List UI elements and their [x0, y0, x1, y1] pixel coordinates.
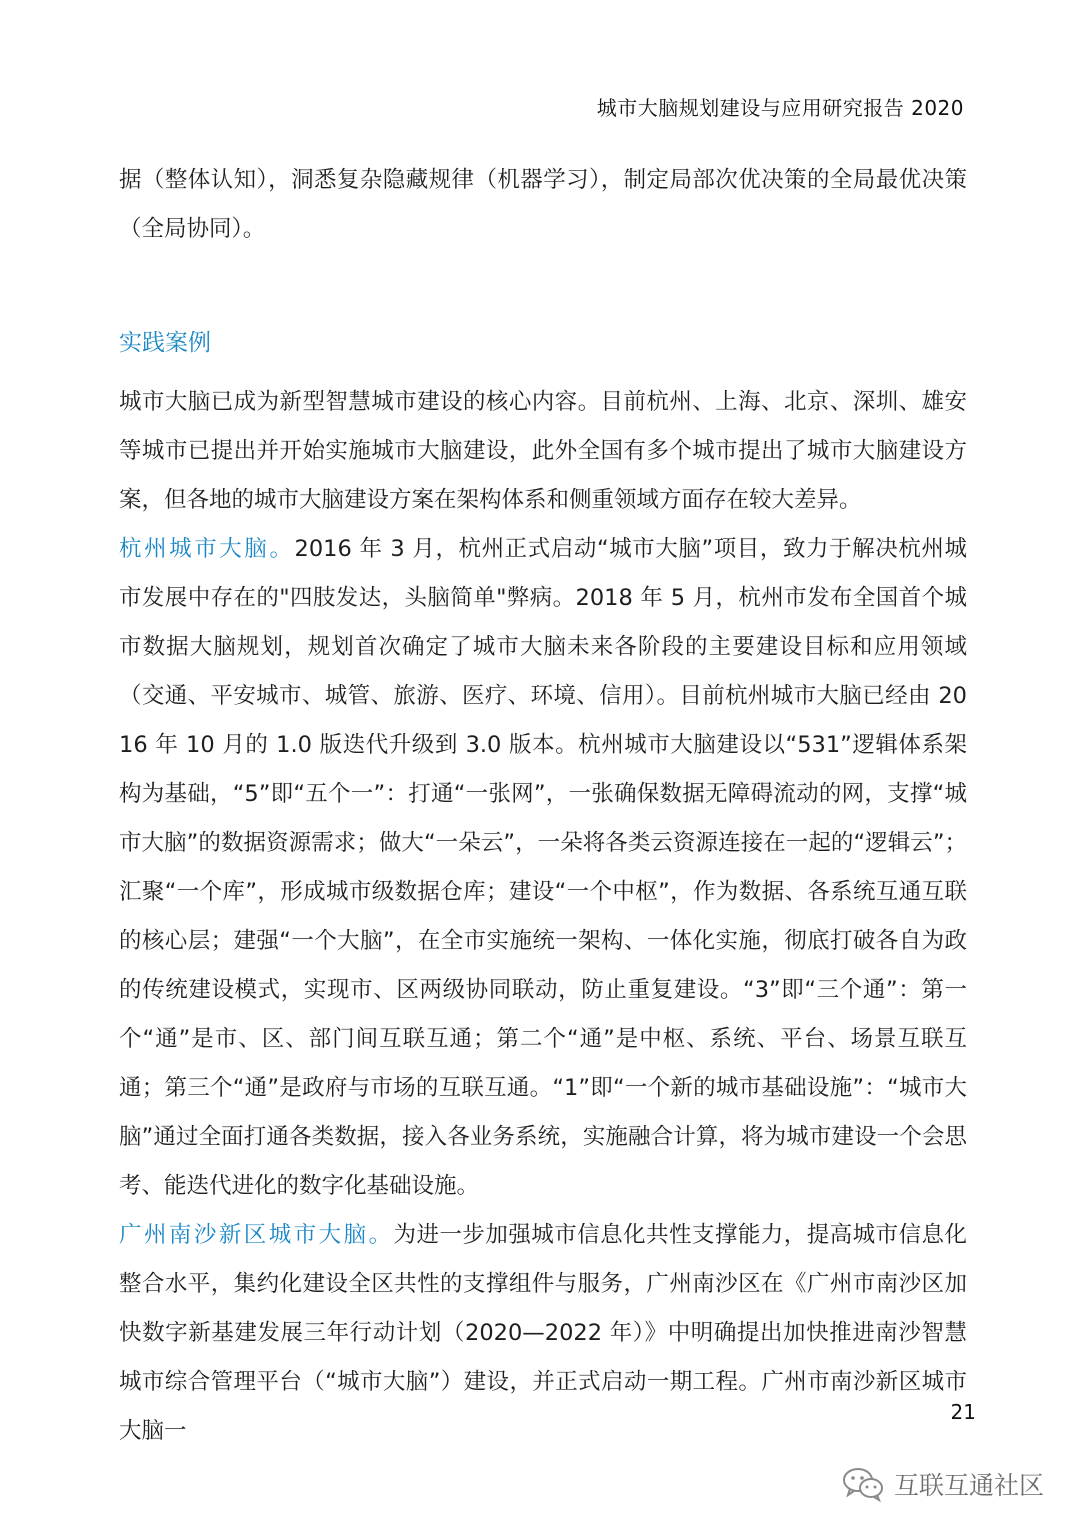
- page-number: 21: [950, 1400, 976, 1424]
- overview-paragraph: 城市大脑已成为新型智慧城市建设的核心内容。目前杭州、上海、北京、深圳、雄安等城市已提出并开始实施城市大脑建设，此外全国有多个城市提出了城市大脑建设方案，但各地的城市大脑建设方案在架构体系和侧重领域方面存在较大差异。: [119, 389, 967, 513]
- hangzhou-paragraph: [119, 525, 967, 1211]
- body-block: [119, 378, 967, 1456]
- nansha-body: 为进一步加强城市信息化共性支撑能力，提高城市信息化整合水平，集约化建设全区共性的支撑组件与服务，广州南沙区在《广州市南沙区加快数字新基建发展三年行动计划（2020—2022 年）》中明确提出加快推进南沙智慧城市综合管理平台（“城市大脑”）建设，并正式启动一期工程。广州市南沙新区城市大脑一: [119, 1222, 967, 1444]
- watermark-text: 互联互通社区: [893, 1471, 1044, 1500]
- report-header-title: 城市大脑规划建设与应用研究报告 2020: [596, 96, 964, 120]
- nansha-lead: 广州南沙新区城市大脑。: [119, 1222, 394, 1248]
- nansha-paragraph: [119, 1211, 967, 1456]
- wechat-icon: [842, 1466, 884, 1502]
- hangzhou-body: 2016 年 3 月，杭州正式启动“城市大脑”项目，致力于解决杭州城市发展中存在的"四肢发达，头脑简单"弊病。2018 年 5 月，杭州市发布全国首个城市数据大脑规划，规划首次确定了城市大脑未来各阶段的主要建设目标和应用领域（交通、平安城市、城管、旅游、医疗、环境、信用）。目前杭州城市大脑已经由 2016 年 10 月的 1.0 版迭代升级到 3.0 版本。杭州城市大脑建设以“531”逻辑体系架构为基础，“5”即“五个一”：打通“一张网”，一张确保数据无障碍流动的网，支撑“城市大脑”的数据资源需求；做大“一朵云”，一朵将各类云资源连接在一起的“逻辑云”；汇聚“一个库”，形成城市级数据仓库；建设“一个中枢”，作为数据、各系统互通互联的核心层；建强“一个大脑”，在全市实施统一架构、一体化实施，彻底打破各自为政的传统建设模式，实现市、区两级协同联动，防止重复建设。“3”即“三个通”：第一个“通”是市、区、部门间互联互通；第二个“通”是中枢、系统、平台、场景互联互通；第三个“通”是政府与市场的互联互通。“1”即“一个新的城市基础设施”：“城市大脑”通过全面打通各类数据，接入各业务系统，实施融合计算，将为城市建设一个会思考、能迭代进化的数字化基础设施。: [119, 536, 967, 1199]
- watermark: [842, 1466, 1044, 1502]
- section-title: 实践案例: [119, 330, 211, 356]
- intro-block: [119, 156, 967, 254]
- intro-paragraph: 据（整体认知），洞悉复杂隐藏规律（机器学习），制定局部次优决策的全局最优决策（全局协同）。: [119, 167, 967, 242]
- hangzhou-lead: 杭州城市大脑。: [119, 536, 295, 562]
